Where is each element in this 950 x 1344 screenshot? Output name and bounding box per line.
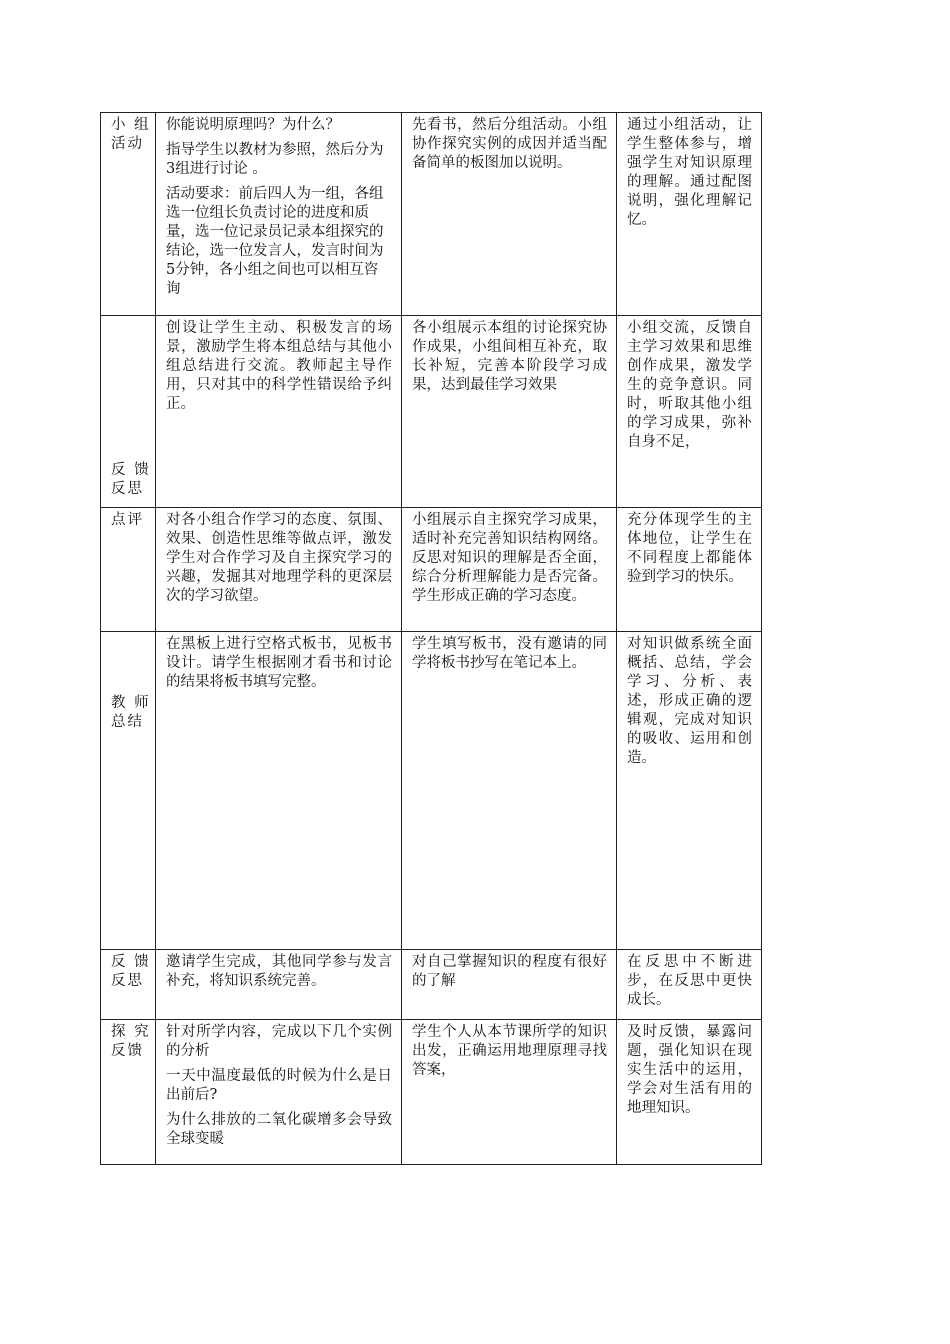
design-intent-cell: 及时反馈，暴露问题，强化知识在现实生活中的运用，学会对生活有用的地理知识。: [617, 1020, 762, 1165]
table-row-inquiry-feedback: [101, 1020, 762, 1165]
student-activity-cell: 学生填写板书，没有邀请的同学将板书抄写在笔记本上。: [402, 632, 617, 950]
teacher-text: 一天中温度最低的时候为什么是日出前后?: [166, 1068, 392, 1103]
teacher-activity-cell: [156, 508, 402, 632]
table-row-comment: [101, 508, 762, 632]
stage-label: 点评: [111, 512, 144, 528]
teacher-activity-cell: [156, 632, 402, 950]
student-activity-cell: 先看书，然后分组活动。小组协作探究实例的成因并适当配备简单的板图加以说明。: [402, 113, 617, 316]
stage-label: 探 究 反馈: [111, 1024, 151, 1059]
stage-label: 小 组 活动: [111, 117, 151, 152]
design-intent-cell: 小组交流，反馈自主学习效果和思维创作成果，激发学生的竞争意识。同时，听取其他小组的学习成果，弥补自身不足，: [617, 316, 762, 508]
table-row-reflection: [101, 950, 762, 1020]
table-row-teacher-summary: [101, 632, 762, 950]
stage-cell: [101, 316, 156, 508]
design-intent-cell: 在反思中不断进步，在反思中更快成长。: [617, 950, 762, 1020]
teacher-text: 为什么排放的二氧化碳增多会导致全球变暖: [166, 1112, 392, 1147]
teacher-activity-cell: [156, 113, 402, 316]
teacher-text: 指导学生以教材为参照，然后分为3组进行讨论 。: [166, 142, 384, 177]
stage-cell: [101, 1020, 156, 1165]
teacher-text: 你能说明原理吗？为什么？: [166, 117, 340, 133]
stage-cell: [101, 508, 156, 632]
teacher-activity-cell: [156, 1020, 402, 1165]
design-intent-cell: 通过小组活动，让学生整体参与，增强学生对知识原理的理解。通过配图说明，强化理解记忆。: [617, 113, 762, 316]
stage-cell: [101, 950, 156, 1020]
student-activity-cell: 各小组展示本组的讨论探究协作成果，小组间相互补充，取长补短，完善本阶段学习成果，达到最佳学习效果: [402, 316, 617, 508]
design-intent-cell: 充分体现学生的主体地位，让学生在不同程度上都能体验到学习的快乐。: [617, 508, 762, 632]
table-row-feedback: [101, 316, 762, 508]
stage-cell: [101, 113, 156, 316]
student-activity-cell: 对自己掌握知识的程度有很好的了解: [402, 950, 617, 1020]
teacher-text: 活动要求：前后四人为一组，各组选一位组长负责讨论的进度和质量，选一位记录员记录本组探究的结论，选一位发言人，发言时间为5分钟，各小组之间也可以相互咨询: [166, 186, 384, 297]
teacher-activity-cell: [156, 950, 402, 1020]
teacher-text: 在黑板上进行空格式板书，见板书设计。请学生根据刚才看书和讨论的结果将板书填写完整。: [166, 636, 392, 690]
stage-cell: [101, 632, 156, 950]
stage-label: 反 馈 反思: [111, 462, 151, 497]
lesson-plan-table: [100, 112, 762, 1165]
student-activity-cell: 学生个人从本节课所学的知识出发，正确运用地理原理寻找答案，: [402, 1020, 617, 1165]
teacher-text: 创设让学生主动、积极发言的场景，激励学生将本组总结与其他小组总结进行交流。教师起主导作用，只对其中的科学性错误给予纠正。: [166, 320, 392, 412]
teacher-text: 对各小组合作学习的态度、氛围、效果、创造性思维等做点评，激发学生对合作学习及自主探究学习的兴趣，发掘其对地理学科的更深层次的学习欲望。: [166, 512, 392, 604]
stage-label: 教 师 总结: [111, 695, 151, 730]
teacher-text: 针对所学内容，完成以下几个实例的分析: [166, 1024, 392, 1059]
design-intent-cell: 对知识做系统全面概括、总结，学会学习、分析、表述，形成正确的逻辑观，完成对知识的吸收、运用和创造。: [617, 632, 762, 950]
stage-label: 反 馈 反思: [111, 954, 151, 989]
table-row-group-activity: [101, 113, 762, 316]
teacher-text: 邀请学生完成，其他同学参与发言补充，将知识系统完善。: [166, 954, 392, 989]
student-activity-cell: 小组展示自主探究学习成果，适时补充完善知识结构网络。反思对知识的理解是否全面，综合分析理解能力是否完备。学生形成正确的学习态度。: [402, 508, 617, 632]
teacher-activity-cell: [156, 316, 402, 508]
